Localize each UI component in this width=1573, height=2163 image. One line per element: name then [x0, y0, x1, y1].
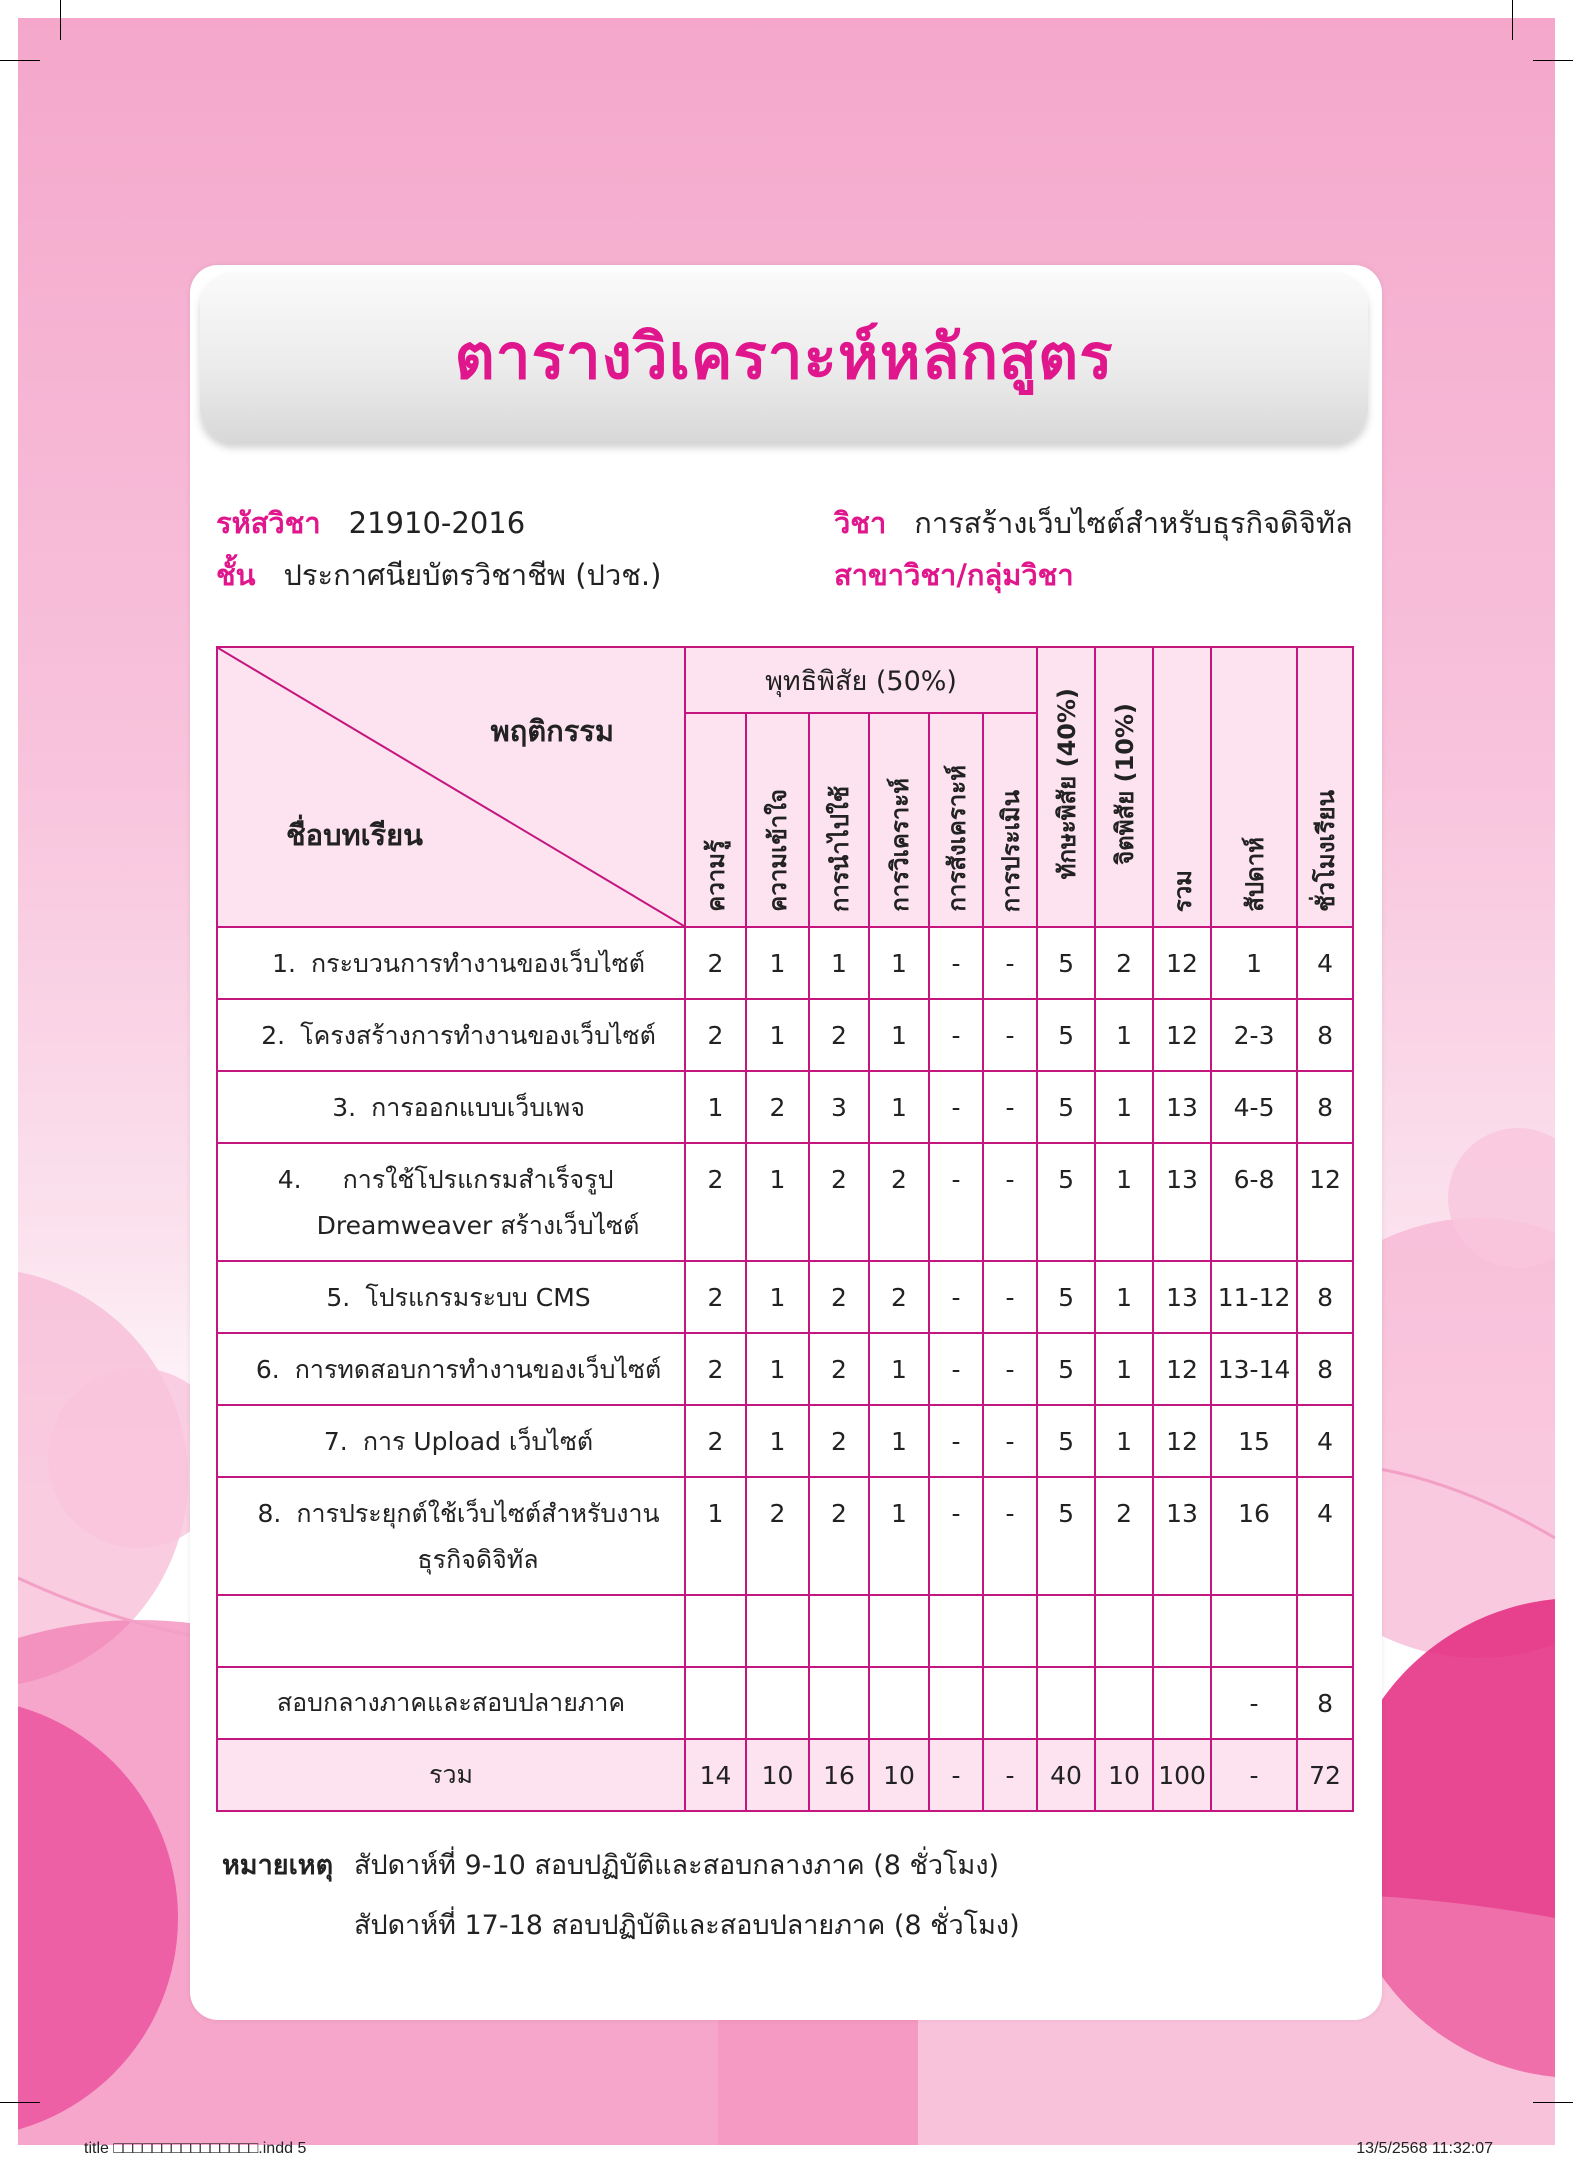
- lesson-name: การใช้โปรแกรมสำเร็จรูป: [342, 1165, 614, 1194]
- score-cell: 1: [746, 1261, 809, 1333]
- course-level-label: ชั้น: [216, 558, 256, 592]
- score-cell: 1: [746, 1143, 809, 1261]
- score-cell: 1: [809, 927, 869, 999]
- lesson-number: 6.: [255, 1355, 280, 1384]
- footer-file-name: title □□□□□□□□□□□□□□□.indd 5: [84, 2140, 307, 2157]
- score-cell: 5: [1037, 1333, 1095, 1405]
- total-cell: 100: [1153, 1739, 1211, 1811]
- header-diagonal-cell: [217, 647, 685, 927]
- course-level: [216, 552, 661, 598]
- score-cell: 8: [1297, 1261, 1353, 1333]
- score-cell: -: [929, 1071, 983, 1143]
- score-cell: 2: [809, 1261, 869, 1333]
- title-banner: [200, 272, 1368, 442]
- score-cell: -: [983, 1143, 1037, 1261]
- course-subject: [834, 500, 1353, 546]
- lesson-number: 4.: [277, 1165, 302, 1194]
- score-cell: 4-5: [1211, 1071, 1297, 1143]
- col-header-knowledge: ความรู้: [685, 713, 746, 927]
- score-cell: 5: [1037, 1143, 1095, 1261]
- course-code-value: 21910-2016: [348, 506, 526, 540]
- score-cell: 1: [685, 1477, 746, 1595]
- total-cell: -: [929, 1739, 983, 1811]
- table-row: [217, 1333, 1353, 1405]
- score-cell: -: [929, 927, 983, 999]
- score-cell: 4: [1297, 927, 1353, 999]
- score-cell: 8: [1297, 1333, 1353, 1405]
- lesson-name-cell: [217, 1261, 685, 1333]
- lesson-name-cell: [217, 927, 685, 999]
- total-cell: 16: [809, 1739, 869, 1811]
- score-cell: 2: [685, 1143, 746, 1261]
- total-cell: 10: [869, 1739, 929, 1811]
- course-subject-value: การสร้างเว็บไซต์สำหรับธุรกิจดิจิทัล: [914, 506, 1353, 540]
- score-cell: 5: [1037, 1477, 1095, 1595]
- score-cell: 5: [1037, 999, 1095, 1071]
- score-cell: 5: [1037, 927, 1095, 999]
- score-cell: 1: [746, 1405, 809, 1477]
- total-cell: -: [983, 1739, 1037, 1811]
- score-cell: 15: [1211, 1405, 1297, 1477]
- lesson-name-cell: [217, 1405, 685, 1477]
- col-header-comprehension: ความเข้าใจ: [746, 713, 809, 927]
- score-cell: -: [983, 1261, 1037, 1333]
- table-row: [217, 1261, 1353, 1333]
- exam-row-hours: 8: [1297, 1667, 1353, 1739]
- lesson-name: กระบวนการทำงานของเว็บไซต์: [311, 949, 645, 978]
- notes: [222, 1836, 1020, 1956]
- course-branch-label: สาขาวิชา/กลุ่มวิชา: [834, 558, 1074, 592]
- score-cell: 5: [1037, 1261, 1095, 1333]
- score-cell: 2: [1095, 1477, 1153, 1595]
- lesson-name: โปรแกรมระบบ CMS: [365, 1283, 591, 1312]
- blank-row: [217, 1595, 1353, 1667]
- course-code-label: รหัสวิชา: [216, 506, 321, 540]
- score-cell: 2: [685, 1261, 746, 1333]
- score-cell: 13: [1153, 1261, 1211, 1333]
- score-cell: 1: [869, 927, 929, 999]
- total-cell: 10: [1095, 1739, 1153, 1811]
- score-cell: 12: [1297, 1143, 1353, 1261]
- total-cell: 40: [1037, 1739, 1095, 1811]
- score-cell: 8: [1297, 999, 1353, 1071]
- total-cell: 10: [746, 1739, 809, 1811]
- score-cell: 13-14: [1211, 1333, 1297, 1405]
- lesson-name: Dreamweaver สร้างเว็บไซต์: [316, 1211, 640, 1240]
- score-cell: 2: [869, 1143, 929, 1261]
- col-header-evaluation: การประเมิน: [983, 713, 1037, 927]
- lesson-name-cell: [217, 999, 685, 1071]
- score-cell: 2: [685, 1405, 746, 1477]
- table-row: [217, 1405, 1353, 1477]
- table-body: [217, 927, 1353, 1595]
- score-cell: 1: [746, 1333, 809, 1405]
- footer-timestamp: 13/5/2568 11:32:07: [1356, 2140, 1493, 2157]
- score-cell: -: [929, 1143, 983, 1261]
- score-cell: 2: [685, 927, 746, 999]
- score-cell: -: [929, 1405, 983, 1477]
- score-cell: 1: [869, 999, 929, 1071]
- lesson-name-cell: [217, 1143, 685, 1261]
- table-row: [217, 1143, 1353, 1261]
- score-cell: 1: [869, 1071, 929, 1143]
- score-cell: 1: [1095, 1405, 1153, 1477]
- score-cell: 12: [1153, 1405, 1211, 1477]
- total-cell: -: [1211, 1739, 1297, 1811]
- score-cell: -: [929, 1333, 983, 1405]
- score-cell: 12: [1153, 999, 1211, 1071]
- score-cell: 2: [746, 1477, 809, 1595]
- exam-row-label: สอบกลางภาคและสอบปลายภาค: [217, 1667, 685, 1739]
- col-header-hours: ชั่วโมงเรียน: [1297, 647, 1353, 927]
- total-row-label: รวม: [217, 1739, 685, 1811]
- lesson-name: ธุรกิจดิจิทัล: [417, 1545, 539, 1574]
- curriculum-table: [216, 646, 1354, 1812]
- exam-row-week: -: [1211, 1667, 1297, 1739]
- table-row: [217, 927, 1353, 999]
- lesson-name-cell: [217, 1071, 685, 1143]
- score-cell: 13: [1153, 1143, 1211, 1261]
- score-cell: 5: [1037, 1405, 1095, 1477]
- score-cell: 2: [869, 1261, 929, 1333]
- exam-row: [217, 1667, 1353, 1739]
- score-cell: -: [983, 927, 1037, 999]
- notes-line-1: สัปดาห์ที่ 9-10 สอบปฏิบัติและสอบกลางภาค (8 ชั่วโมง): [354, 1850, 1000, 1881]
- score-cell: 16: [1211, 1477, 1297, 1595]
- notes-line-2: สัปดาห์ที่ 17-18 สอบปฏิบัติและสอบปลายภาค (8 ชั่วโมง): [354, 1910, 1020, 1941]
- total-cell: 14: [685, 1739, 746, 1811]
- page-title: ตารางวิเคราะห์หลักสูตร: [454, 320, 1114, 393]
- cognitive-header: พุทธิพิสัย (50%): [685, 647, 1037, 713]
- score-cell: 6-8: [1211, 1143, 1297, 1261]
- score-cell: -: [983, 1477, 1037, 1595]
- lesson-number: 3.: [332, 1093, 357, 1122]
- course-branch: [834, 552, 1102, 598]
- score-cell: -: [983, 1333, 1037, 1405]
- score-cell: 5: [1037, 1071, 1095, 1143]
- lesson-name-cell: [217, 1477, 685, 1595]
- lesson-number: 1.: [272, 949, 296, 978]
- score-cell: 1: [1211, 927, 1297, 999]
- score-cell: 1: [869, 1333, 929, 1405]
- course-level-value: ประกาศนียบัตรวิชาชีพ (ปวช.): [283, 558, 662, 592]
- col-header-week: สัปดาห์: [1211, 647, 1297, 927]
- score-cell: 3: [809, 1071, 869, 1143]
- col-header-psychomotor: ทักษะพิสัย (40%): [1037, 647, 1095, 927]
- score-cell: 1: [746, 927, 809, 999]
- score-cell: 2: [685, 999, 746, 1071]
- score-cell: 12: [1153, 927, 1211, 999]
- lesson-name: การทดสอบการทำงานของเว็บไซต์: [294, 1355, 662, 1384]
- score-cell: 1: [869, 1405, 929, 1477]
- score-cell: 1: [1095, 1143, 1153, 1261]
- lesson-number: 5.: [326, 1283, 351, 1312]
- total-row: [217, 1739, 1353, 1811]
- score-cell: 4: [1297, 1477, 1353, 1595]
- col-header-affective: จิตพิสัย (10%): [1095, 647, 1153, 927]
- score-cell: 2: [746, 1071, 809, 1143]
- score-cell: -: [929, 1261, 983, 1333]
- score-cell: 1: [685, 1071, 746, 1143]
- col-header-application: การนำไปใช้: [809, 713, 869, 927]
- score-cell: 2: [809, 1333, 869, 1405]
- score-cell: 1: [746, 999, 809, 1071]
- col-header-analysis: การวิเคราะห์: [869, 713, 929, 927]
- lesson-number: 2.: [261, 1021, 286, 1050]
- score-cell: 2: [809, 999, 869, 1071]
- score-cell: 13: [1153, 1071, 1211, 1143]
- notes-label: หมายเหตุ: [222, 1850, 334, 1881]
- course-code: [216, 500, 525, 546]
- lesson-name-cell: [217, 1333, 685, 1405]
- score-cell: 8: [1297, 1071, 1353, 1143]
- course-subject-label: วิชา: [834, 506, 887, 540]
- table-row: [217, 1477, 1353, 1595]
- score-cell: 1: [1095, 1333, 1153, 1405]
- total-cell: 72: [1297, 1739, 1353, 1811]
- score-cell: 2: [809, 1405, 869, 1477]
- score-cell: 1: [869, 1477, 929, 1595]
- header-row-top: [217, 647, 1353, 713]
- table-row: [217, 1071, 1353, 1143]
- score-cell: 1: [1095, 999, 1153, 1071]
- score-cell: -: [983, 1071, 1037, 1143]
- score-cell: -: [929, 1477, 983, 1595]
- score-cell: 13: [1153, 1477, 1211, 1595]
- score-cell: 11-12: [1211, 1261, 1297, 1333]
- lesson-name: โครงสร้างการทำงานของเว็บไซต์: [300, 1021, 656, 1050]
- score-cell: 12: [1153, 1333, 1211, 1405]
- col-header-synthesis: การสังเคราะห์: [929, 713, 983, 927]
- lesson-number: 7.: [323, 1427, 348, 1456]
- lesson-label: ชื่อบทเรียน: [286, 818, 423, 852]
- score-cell: 1: [1095, 1071, 1153, 1143]
- behavior-label: พฤติกรรม: [490, 714, 614, 748]
- table-row: [217, 999, 1353, 1071]
- lesson-name: การประยุกต์ใช้เว็บไซต์สำหรับงาน: [296, 1499, 660, 1528]
- diagonal-line: [218, 648, 684, 926]
- score-cell: 2: [809, 1143, 869, 1261]
- col-header-total: รวม: [1153, 647, 1211, 927]
- lesson-name: การออกแบบเว็บเพจ: [371, 1093, 585, 1122]
- score-cell: 2: [1095, 927, 1153, 999]
- score-cell: -: [983, 1405, 1037, 1477]
- score-cell: -: [983, 999, 1037, 1071]
- lesson-name: การ Upload เว็บไซต์: [362, 1427, 594, 1456]
- score-cell: 2: [809, 1477, 869, 1595]
- lesson-number: 8.: [257, 1499, 282, 1528]
- score-cell: 1: [1095, 1261, 1153, 1333]
- score-cell: 2: [685, 1333, 746, 1405]
- score-cell: 4: [1297, 1405, 1353, 1477]
- score-cell: 2-3: [1211, 999, 1297, 1071]
- score-cell: -: [929, 999, 983, 1071]
